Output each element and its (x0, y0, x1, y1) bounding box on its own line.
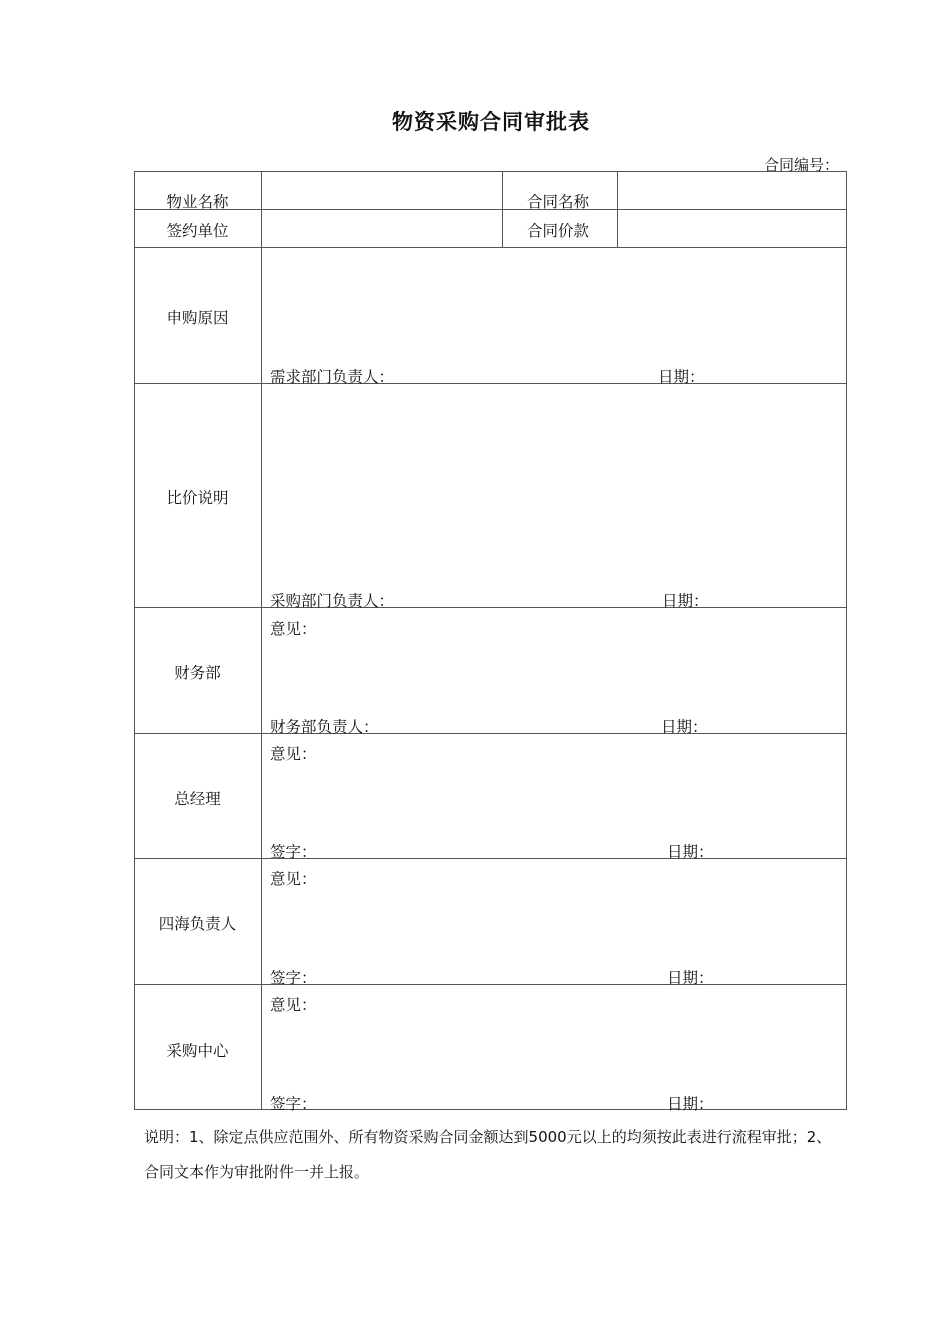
page-title: 物资采购合同审批表 (392, 110, 590, 134)
row-divider (134, 383, 847, 384)
contract-name-field[interactable] (619, 173, 845, 208)
contract-number-label: 合同编号： (764, 156, 840, 174)
row-divider (134, 858, 847, 859)
date-label: 日期： (667, 843, 714, 861)
row-divider (134, 607, 847, 608)
property-name-label: 物业名称 (166, 193, 229, 211)
row-divider (134, 984, 847, 985)
contract-name-label: 合同名称 (527, 193, 590, 211)
signature-label: 签字： (270, 1095, 317, 1113)
date-label: 日期： (667, 1095, 714, 1113)
purchasing-dept-signer-label: 采购部门负责人： (270, 592, 395, 610)
column-divider (617, 171, 618, 247)
signature-label: 签字： (270, 969, 317, 987)
signing-unit-label: 签约单位 (166, 222, 229, 240)
column-divider (261, 171, 262, 1110)
opinion-label: 意见： (270, 996, 317, 1014)
opinion-label: 意见： (270, 870, 317, 888)
finance-signer-label: 财务部负责人： (270, 718, 379, 736)
date-label: 日期： (662, 592, 709, 610)
row-divider (134, 247, 847, 248)
signing-unit-field[interactable] (263, 211, 500, 246)
purchase-reason-label: 申购原因 (166, 309, 229, 327)
purchase-center-label: 采购中心 (166, 1042, 229, 1060)
footer-note: 说明：1、除定点供应范围外、所有物资采购合同金额达到5000元以上的均须按此表进行流程审批；2、合同文本作为审批附件一并上报。 (144, 1128, 832, 1181)
property-name-field[interactable] (263, 173, 500, 208)
row-divider (134, 733, 847, 734)
contract-price-field[interactable] (619, 211, 845, 246)
signature-label: 签字： (270, 843, 317, 861)
contract-price-label: 合同价款 (527, 222, 590, 240)
general-manager-label: 总经理 (174, 790, 221, 808)
finance-dept-label: 财务部 (174, 664, 221, 682)
requesting-dept-signer-label: 需求部门负责人： (270, 368, 395, 386)
opinion-label: 意见： (270, 745, 317, 763)
date-label: 日期： (661, 718, 708, 736)
date-label: 日期： (667, 969, 714, 987)
column-divider (502, 171, 503, 247)
price-comparison-label: 比价说明 (166, 489, 229, 507)
sihai-manager-label: 四海负责人 (158, 915, 237, 933)
opinion-label: 意见： (270, 620, 317, 638)
date-label: 日期： (658, 368, 705, 386)
